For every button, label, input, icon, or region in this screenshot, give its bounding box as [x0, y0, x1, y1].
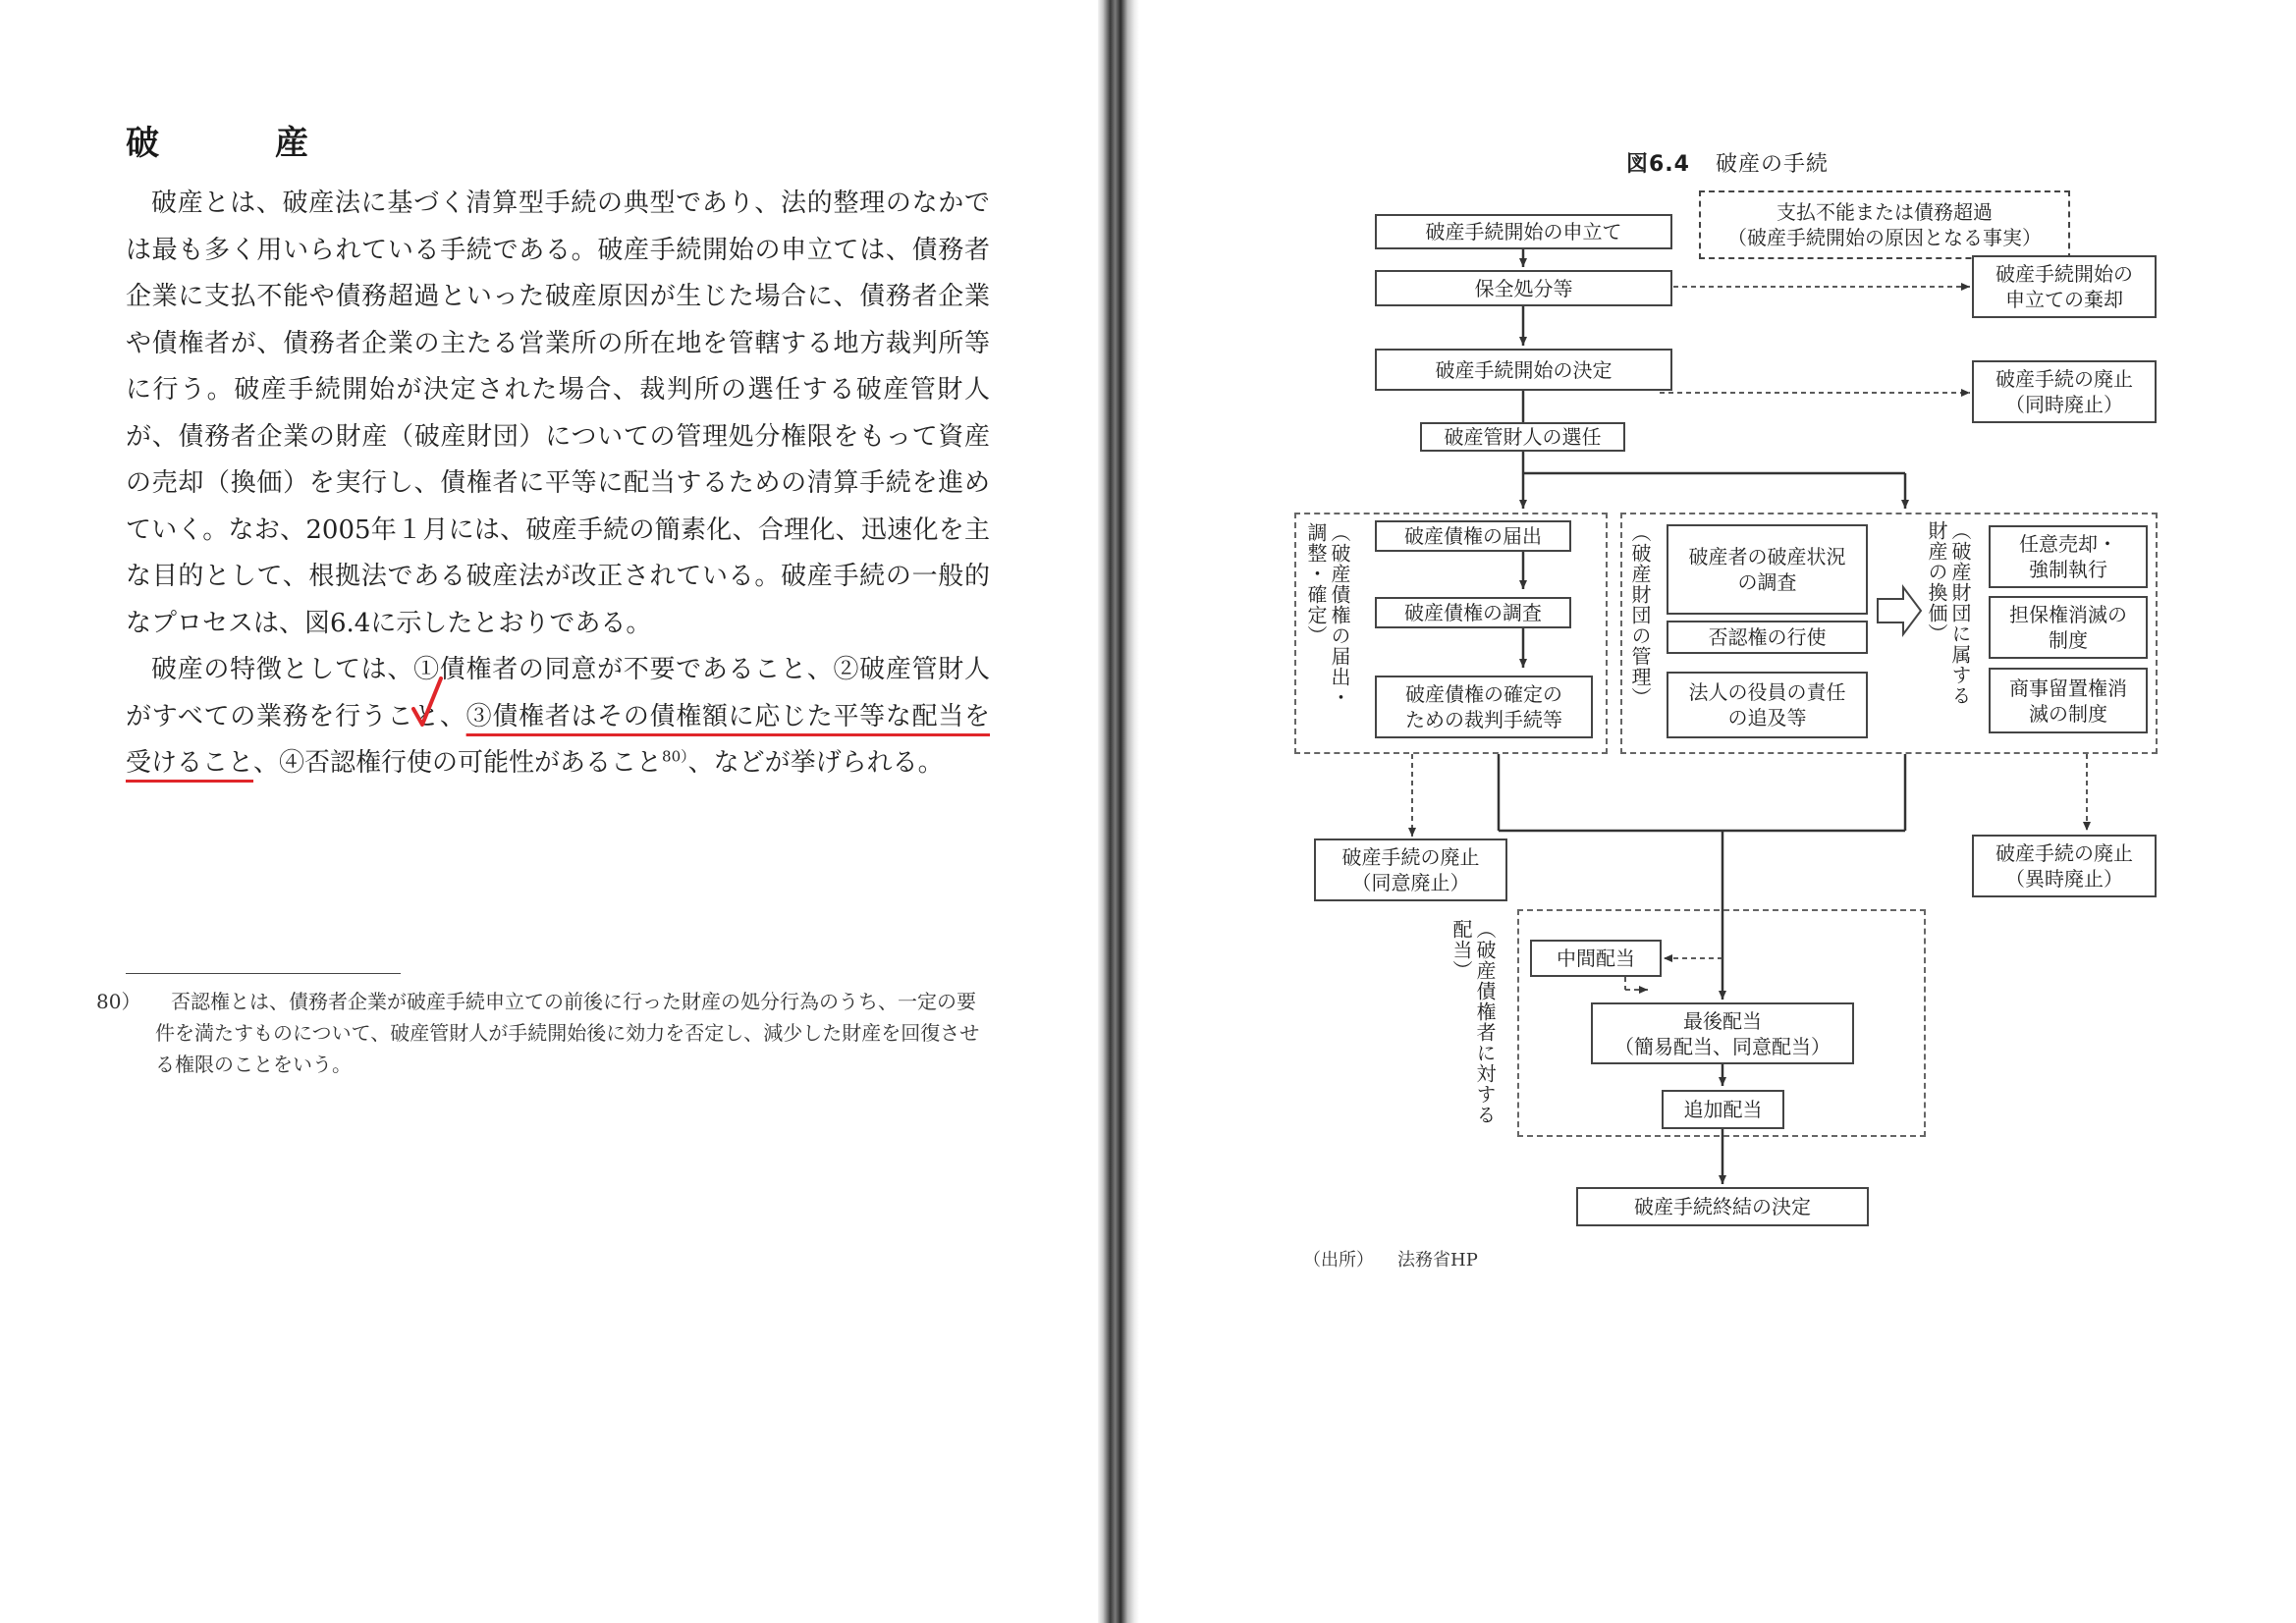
paragraph-2 — [126, 647, 990, 787]
box-bankruptcy-cause: 支払不能または債務超過 （破産手続開始の原因となる事実） — [1699, 190, 2070, 259]
box-trustee-appointment: 破産管財人の選任 — [1420, 422, 1625, 452]
footnote-text: 否認権とは、債務者企業が破産手続申立ての前後に行った財産の処分行為のうち、一定の要件を満たすものについて、破産管財人が手続開始後に効力を否定し、減少した財産を回復させる権限のことをいう。 — [155, 990, 980, 1076]
red-check-mark-icon — [410, 676, 444, 730]
box-preservation: 保全処分等 — [1375, 270, 1672, 306]
box-petition: 破産手続開始の申立て — [1375, 214, 1672, 249]
label-estate-management: （破産財団の管理） — [1628, 522, 1652, 708]
left-page — [0, 0, 1098, 1623]
label-claim-group: （破産債権の届出・ 調整・確定） — [1304, 522, 1351, 708]
box-avoidance: 否認権の行使 — [1667, 621, 1868, 654]
paragraph-1: 破産とは、破産法に基づく清算型手続の典型であり、法的整理のなかでは最も多く用いられている手続である。破産手続開始の申立ては、債務者企業に支払不能や債務超過といった破産原因が生じた場合に、債務者企業や債権者が、債務者企業の主たる営業所の所在地を管轄する地方裁判所等に行う。破産手続開始が決定された場合、裁判所の選任する破産管財人が、債務者企業の財産（破産財団）についての管理処分権限をもって資産の売却（換価）を実行し、債権者に平等に配当するための清算手続を進めていく。なお、2005年１月には、破産手続の簡素化、合理化、迅速化を主な目的として、根拠法である破産法が改正されている。破産手続の一般的なプロセスは、図6.4に示したとおりである。 — [126, 189, 990, 638]
box-officer-liability: 法人の役員の責任 の追及等 — [1667, 672, 1868, 738]
box-security-extinction: 担保権消滅の 制度 — [1989, 596, 2148, 659]
paragraph-2-part-c: 、などが挙げられる。 — [687, 748, 944, 778]
box-additional-distribution: 追加配当 — [1662, 1090, 1784, 1129]
box-lien-extinction: 商事留置権消 滅の制度 — [1989, 668, 2148, 733]
highlighted-phrase: ③債権者はその債権額に応じた平等な配当を受けること — [126, 701, 990, 778]
box-voluntary-sale: 任意売却・ 強制執行 — [1989, 525, 2148, 588]
box-interim-distribution: 中間配当 — [1530, 940, 1662, 977]
box-simultaneous-abolition: 破産手続の廃止 （同時廃止） — [1972, 360, 2157, 423]
realization-arrow-icon — [1876, 583, 1923, 638]
figure-title — [1626, 147, 1829, 178]
box-claim-filing: 破産債権の届出 — [1375, 520, 1571, 552]
section-heading: 破 産 — [126, 124, 350, 163]
box-closing-decision: 破産手続終結の決定 — [1576, 1187, 1869, 1226]
source-label: （出所） — [1303, 1250, 1374, 1271]
box-dismissal-petition: 破産手続開始の 申立ての棄却 — [1972, 255, 2157, 318]
body-text — [126, 181, 990, 787]
paragraph-2-part-b: 、④否認権行使の可能性があること — [253, 748, 663, 778]
book-spine — [1098, 0, 1139, 1623]
footnote — [96, 986, 990, 1080]
paragraph-2-part-a: 破産の特徴としては、①債権者の同意が不要であること、②破産管財人がすべての業務を行うこと、 — [126, 655, 990, 731]
box-commencement: 破産手続開始の決定 — [1375, 349, 1672, 391]
figure-source — [1303, 1246, 1478, 1271]
box-claim-investigation: 破産債権の調査 — [1375, 597, 1571, 628]
box-bankrupt-status: 破産者の破産状況 の調査 — [1667, 524, 1868, 615]
box-consent-abolition: 破産手続の廃止 （同意廃止） — [1314, 839, 1507, 901]
footnote-reference[interactable]: 80） — [662, 747, 688, 766]
footnote-divider — [126, 973, 401, 974]
box-final-distribution: 最後配当 （簡易配当、同意配当） — [1591, 1002, 1854, 1064]
footnote-number: 80） — [96, 990, 141, 1013]
label-distribution-group: （破産債権者に対する 配当） — [1449, 919, 1497, 1125]
box-claim-trial: 破産債権の確定の ための裁判手続等 — [1375, 676, 1593, 738]
box-different-time-abolition: 破産手続の廃止 （異時廃止） — [1972, 835, 2157, 897]
label-estate-realization: （破産財団に属する 財産の換価） — [1925, 520, 1972, 706]
bankruptcy-flowchart — [1277, 137, 2180, 1271]
figure-number: 図6.4 — [1626, 152, 1690, 177]
figure-title-text: 破産の手続 — [1715, 152, 1829, 177]
source-text: 法務省HP — [1397, 1250, 1478, 1271]
